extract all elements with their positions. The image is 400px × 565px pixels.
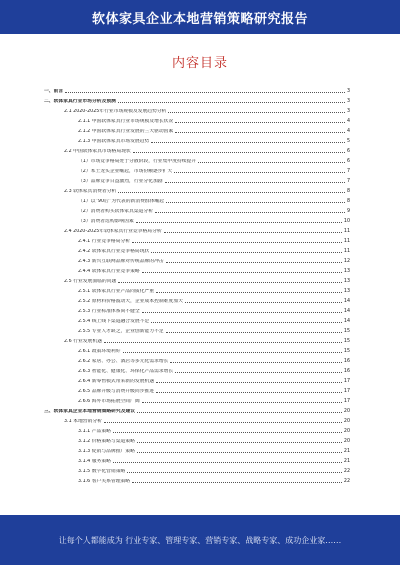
toc-page-number: 13 (343, 279, 350, 284)
toc-entry-text: 2.1.3 中国软体家具市场发展趋势 (78, 139, 150, 144)
toc-entry-text: （3）消费者选购影响因素 (78, 219, 134, 224)
toc-leader-dots (185, 302, 342, 303)
toc-leader-dots (104, 342, 342, 343)
toc-entry-text: 3.1.6 客户关系管理策略 (78, 479, 131, 484)
toc-page-number: 8 (346, 189, 350, 194)
toc-page-number: 22 (343, 479, 350, 484)
toc-entry[interactable] (64, 416, 350, 425)
toc-leader-dots (166, 332, 342, 333)
toc-page-number: 11 (343, 249, 350, 254)
toc-entry[interactable] (78, 256, 350, 265)
toc-entry-text: 2.1.2 中国软体家具行业发展的三大驱动因素 (78, 129, 174, 134)
toc-leader-dots (175, 122, 345, 123)
toc-entry-text: 3.1 本地营销分析 (64, 419, 102, 424)
toc-page-number: 20 (343, 409, 350, 414)
toc-entry[interactable] (64, 146, 350, 155)
toc-page-number: 14 (343, 299, 350, 304)
toc-leader-dots (137, 442, 342, 443)
toc-entry[interactable] (78, 346, 350, 355)
toc-entry-text: 2.5 行业发展面临的问题 (64, 279, 117, 284)
toc-leader-dots (166, 202, 345, 203)
toc-leader-dots (166, 262, 342, 263)
toc-page-number: 11 (343, 239, 350, 244)
toc-entry[interactable] (64, 336, 350, 345)
toc-page-number: 9 (346, 209, 350, 214)
toc-entry[interactable] (78, 306, 350, 315)
toc-entry-text: 2.6.5 品牌升级与消费升级同步推进 (78, 389, 155, 394)
toc-entry-text: 2.4.2 软体家具行业竞争格局现状 (78, 249, 150, 254)
toc-leader-dots (142, 312, 342, 313)
toc-page-number: 6 (346, 159, 350, 164)
toc-page-number: 4 (346, 119, 350, 124)
toc-page-number: 3 (346, 99, 350, 104)
toc-leader-dots (142, 402, 342, 403)
table-of-contents (0, 86, 400, 491)
toc-leader-dots (132, 242, 342, 243)
toc-entry-text: 一、前言 (44, 89, 64, 94)
toc-entry-text: 3.1.1 产品策略 (78, 429, 111, 434)
toc-leader-dots (164, 232, 342, 233)
toc-entry-text: 2.4.1 行业竞争格局分析 (78, 239, 131, 244)
toc-entry[interactable] (44, 406, 350, 415)
toc-page-number: 14 (343, 309, 350, 314)
toc-entry-text: 2.6.2 家居、办公、酒店等多元化需求增长 (78, 359, 169, 364)
toc-entry[interactable] (78, 176, 350, 185)
toc-page-number: 16 (343, 369, 350, 374)
toc-page-number: 4 (346, 129, 350, 134)
toc-leader-dots (65, 92, 345, 93)
toc-entry[interactable] (78, 246, 350, 255)
toc-entry-text: 2.4 2020-2025年软体家具行业竞争格局分析 (64, 229, 162, 234)
toc-leader-dots (175, 372, 342, 373)
toc-entry[interactable] (78, 396, 350, 405)
toc-entry[interactable] (78, 376, 350, 385)
toc-entry[interactable] (64, 106, 350, 115)
toc-entry[interactable] (78, 196, 350, 205)
footer-bar (0, 515, 400, 565)
toc-leader-dots (137, 452, 342, 453)
toc-page-number: 3 (346, 89, 350, 94)
toc-entry[interactable] (78, 476, 350, 485)
footer-slogan: 让每个人都能成为 行业专家、管理专家、营销专家、战略专家、成功企业家…… (58, 536, 342, 545)
toc-entry-text: 二、软体家具行业市场分析及预测 (44, 99, 116, 104)
toc-entry[interactable] (78, 136, 350, 145)
toc-page-number: 22 (343, 469, 350, 474)
toc-entry[interactable] (78, 326, 350, 335)
toc-entry-text: 2.6.3 智能化、健康化、环保化产品需求增长 (78, 369, 174, 374)
toc-page-number: 15 (343, 329, 350, 334)
toc-entry-text: 2.5.4 线上线下渠道融合发展不足 (78, 319, 150, 324)
toc-entry[interactable] (78, 446, 350, 455)
toc-entry-text: （2）消费者购买软体家具渠道分析 (78, 209, 154, 214)
toc-entry[interactable] (78, 456, 350, 465)
toc-entry-text: 2.5.1 软体家具行业产品同质化严重 (78, 289, 155, 294)
toc-page-number: 21 (343, 459, 350, 464)
toc-entry-text: 2.6 行业发展机遇 (64, 339, 102, 344)
toc-entry[interactable] (78, 286, 350, 295)
toc-entry[interactable] (78, 116, 350, 125)
toc-entry-text: 2.4.4 软体家具行业竞争策略 (78, 269, 140, 274)
toc-page-number: 14 (343, 319, 350, 324)
toc-leader-dots (165, 182, 345, 183)
toc-leader-dots (170, 362, 341, 363)
toc-page-number: 15 (343, 339, 350, 344)
toc-entry-text: 2.2 中国软体家具市场格局现状 (64, 149, 131, 154)
toc-entry-text: 2.6.1 政策环境利好 (78, 349, 121, 354)
toc-page-number: 17 (343, 399, 350, 404)
toc-leader-dots (113, 462, 342, 463)
toc-entry-text: 三、软体家具企业本地营销策略研究及建议 (44, 409, 136, 414)
toc-entry-text: 2.6.4 新零售模式带来新的发展机遇 (78, 379, 155, 384)
toc-entry[interactable] (78, 356, 350, 365)
toc-entry[interactable] (78, 156, 350, 165)
toc-entry-text: 2.4.3 新兴互联网品牌对传统品牌的冲击 (78, 259, 164, 264)
toc-page-number: 16 (343, 359, 350, 364)
toc-page-number: 8 (346, 199, 350, 204)
toc-entry[interactable] (78, 216, 350, 225)
toc-page-number: 17 (343, 379, 350, 384)
toc-page-number: 20 (343, 429, 350, 434)
toc-page-number: 5 (346, 139, 350, 144)
toc-page-number: 21 (343, 449, 350, 454)
toc-leader-dots (155, 212, 345, 213)
toc-entry-text: 2.5.2 原材料价格波动大，企业成本控制难度加大 (78, 299, 183, 304)
toc-leader-dots (156, 392, 342, 393)
toc-page-number: 3 (346, 109, 350, 114)
toc-leader-dots (151, 322, 342, 323)
toc-entry-text: 2.5.5 专业人才缺乏，企业创新能力不足 (78, 329, 164, 334)
report-header-bar (0, 0, 400, 34)
toc-entry[interactable] (78, 466, 350, 475)
toc-leader-dots (104, 422, 342, 423)
toc-entry[interactable] (78, 126, 350, 135)
toc-leader-dots (137, 412, 342, 413)
toc-entry-text: 3.1.2 价格策略与渠道策略 (78, 439, 135, 444)
toc-page-number: 10 (343, 219, 350, 224)
toc-leader-dots (151, 252, 342, 253)
toc-page-number: 6 (346, 149, 350, 154)
toc-entry-text: 2.6.6 海外市场拓展空间广阔 (78, 399, 140, 404)
toc-leader-dots (132, 482, 342, 483)
toc-entry[interactable] (64, 276, 350, 285)
toc-page-number: 15 (343, 349, 350, 354)
toc-entry[interactable] (64, 226, 350, 235)
toc-page-number: 13 (343, 269, 350, 274)
toc-leader-dots (156, 292, 342, 293)
toc-entry-text: 2.1.1 中国软体家具行业市场规模及增长状况 (78, 119, 174, 124)
toc-entry-text: （1）市场竞争格局处于分散阶段，行业集中度持续提升 (78, 159, 197, 164)
report-title: 软体家具企业本地营销策略研究报告 (91, 12, 308, 27)
toc-leader-dots (118, 282, 342, 283)
toc-page-number: 7 (346, 169, 350, 174)
toc-entry[interactable] (64, 186, 350, 195)
toc-leader-dots (123, 352, 342, 353)
toc-leader-dots (174, 172, 345, 173)
toc-leader-dots (113, 432, 342, 433)
toc-entry[interactable] (78, 166, 350, 175)
toc-page-number: 12 (343, 259, 350, 264)
toc-page-number: 7 (346, 179, 350, 184)
toc-entry[interactable] (78, 206, 350, 215)
toc-page-number: 20 (343, 439, 350, 444)
toc-entry[interactable] (78, 266, 350, 275)
toc-entry-text: 2.5.3 行业标准体系尚不健全 (78, 309, 140, 314)
toc-leader-dots (156, 382, 342, 383)
toc-entry-text: 2.3 软体家具消费者分析 (64, 189, 117, 194)
toc-page-number: 13 (343, 289, 350, 294)
toc-page-number: 20 (343, 419, 350, 424)
toc-entry[interactable] (78, 386, 350, 395)
toc-entry-text: 3.1.5 数字化营销策略 (78, 469, 126, 474)
toc-entry[interactable] (78, 366, 350, 375)
toc-entry-text: （2）本土龙头企业崛起，市场份额逐步扩大 (78, 169, 173, 174)
toc-page-number: 11 (343, 229, 350, 234)
toc-entry-text: （1）以“90后”为代表的新消费群体崛起 (78, 199, 165, 204)
toc-leader-dots (127, 472, 342, 473)
toc-leader-dots (118, 102, 345, 103)
toc-entry[interactable] (44, 96, 350, 105)
toc-entry[interactable] (78, 296, 350, 305)
toc-entry[interactable] (78, 236, 350, 245)
toc-leader-dots (168, 112, 344, 113)
toc-entry-text: 3.1.4 服务策略 (78, 459, 111, 464)
toc-entry[interactable] (78, 426, 350, 435)
toc-leader-dots (151, 142, 345, 143)
toc-entry[interactable] (78, 436, 350, 445)
toc-leader-dots (118, 192, 345, 193)
toc-entry-text: （3）品牌竞争日益激烈，行业分化加剧 (78, 179, 163, 184)
toc-entry[interactable] (44, 86, 350, 95)
toc-page-number: 17 (343, 389, 350, 394)
toc-entry-text: 3.1.3 促销与品牌推广策略 (78, 449, 135, 454)
toc-entry[interactable] (78, 316, 350, 325)
toc-leader-dots (136, 222, 342, 223)
toc-leader-dots (142, 272, 342, 273)
toc-entry-text: 2.1 2020-2025年行业市场规模及发展趋势分析 (64, 109, 167, 114)
toc-leader-dots (175, 132, 345, 133)
toc-title: 内容目录 (171, 56, 228, 71)
toc-leader-dots (198, 162, 345, 163)
toc-leader-dots (133, 152, 345, 153)
